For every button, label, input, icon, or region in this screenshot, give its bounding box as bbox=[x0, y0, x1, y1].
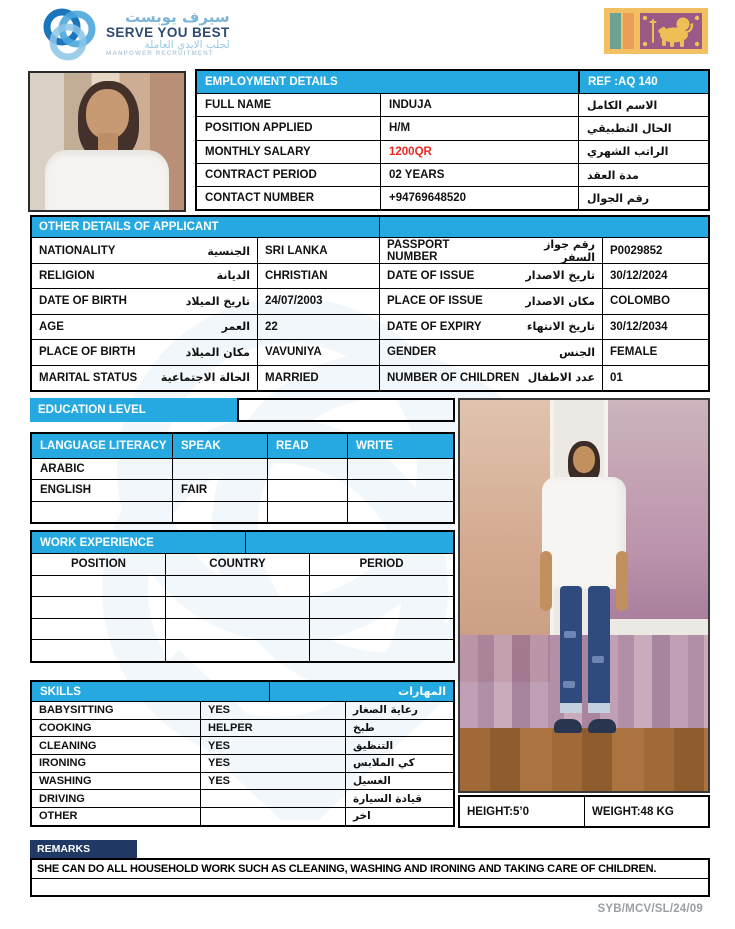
agency-logo-text bbox=[106, 10, 230, 58]
applicant-portrait-photo bbox=[28, 71, 186, 212]
agency-name-english: SERVE YOU BEST bbox=[106, 24, 230, 40]
ironing-value: YES bbox=[200, 755, 345, 772]
skills-header bbox=[32, 682, 453, 701]
work-experience-table bbox=[30, 530, 455, 663]
table-row: NATIONALITY الجنسية SRI LANKA PASSPORT NUMBER رقم جواز السفر P0029852 bbox=[32, 237, 708, 263]
other-details-table bbox=[30, 215, 710, 392]
date-of-expiry-value: 30/12/2034 bbox=[602, 315, 708, 340]
remarks-title: REMARKS bbox=[30, 840, 137, 858]
religion-value: CHRISTIAN bbox=[257, 264, 379, 289]
table-row: FULL NAME INDUJA الاسم الكامل bbox=[197, 93, 708, 116]
table-row bbox=[32, 639, 453, 661]
work-experience-title: WORK EXPERIENCE bbox=[40, 536, 154, 549]
portrait-face bbox=[86, 89, 129, 138]
date-of-issue-value: 30/12/2024 bbox=[602, 264, 708, 289]
height-value: HEIGHT:5’0 bbox=[467, 805, 529, 818]
language-literacy-header: LANGUAGE LITERACY SPEAK READ WRITE bbox=[32, 434, 453, 458]
table-row: CONTRACT PERIOD 02 YEARS مدة العقد bbox=[197, 163, 708, 186]
agency-name-arabic: سيرف يوبست bbox=[124, 8, 230, 27]
other-skill-value bbox=[200, 808, 345, 825]
employment-title: EMPLOYMENT DETAILS bbox=[205, 76, 338, 88]
table-row: BABYSITTING YES رعاية الصغار bbox=[32, 701, 453, 719]
table-row: CLEANING YES التنظيق bbox=[32, 736, 453, 754]
employment-details-table bbox=[195, 69, 710, 211]
table-row bbox=[32, 501, 453, 522]
date-of-birth-value: 24/07/2003 bbox=[257, 289, 379, 314]
table-row: MONTHLY SALARY 1200QR الراتب الشهري bbox=[197, 140, 708, 163]
work-experience-columns: POSITION COUNTRY PERIOD bbox=[32, 553, 453, 575]
table-row: MARITAL STATUS الحالة الاجتماعية MARRIED NUMBER OF CHILDREN عدد الاطفال 01 bbox=[32, 365, 708, 391]
table-row: OTHER اخر bbox=[32, 807, 453, 825]
sri-lanka-flag bbox=[604, 8, 708, 54]
contract-period-value: 02 YEARS bbox=[380, 164, 578, 186]
table-row: CONTACT NUMBER +94769648520 رقم الجوال bbox=[197, 186, 708, 209]
table-row: COOKING HELPER طبخ bbox=[32, 719, 453, 737]
skills-title: SKILLS bbox=[40, 685, 81, 698]
language-literacy-table bbox=[30, 432, 455, 524]
cleaning-value: YES bbox=[200, 737, 345, 754]
babysitting-value: YES bbox=[200, 702, 345, 719]
work-experience-header bbox=[32, 532, 453, 553]
contact-number-value: +94769648520 bbox=[380, 187, 578, 209]
table-row: PLACE OF BIRTH مكان الميلاد VAVUNIYA GENDER الجنس FEMALE bbox=[32, 339, 708, 365]
table-row: RELIGION الديانة CHRISTIAN DATE OF ISSUE تاريخ الاصدار 30/12/2024 bbox=[32, 263, 708, 289]
weight-value: WEIGHT:48 KG bbox=[584, 797, 708, 826]
table-row bbox=[32, 596, 453, 618]
gender-value: FEMALE bbox=[602, 340, 708, 365]
education-level-row bbox=[30, 398, 455, 422]
applicant-full-body-photo bbox=[458, 398, 710, 793]
passport-number-value: P0029852 bbox=[602, 238, 708, 264]
education-level-value bbox=[237, 398, 455, 422]
table-row: ENGLISH FAIR bbox=[32, 479, 453, 500]
agency-tagline-english: MANPOWER RECRUITMENT bbox=[106, 50, 214, 58]
other-details-title: OTHER DETAILS OF APPLICANT bbox=[39, 221, 219, 233]
marital-status-value: MARRIED bbox=[257, 366, 379, 391]
nationality-value: SRI LANKA bbox=[257, 238, 379, 264]
place-of-birth-value: VAVUNIYA bbox=[257, 340, 379, 365]
table-row: POSITION APPLIED H/M الحال التطبيقي bbox=[197, 116, 708, 139]
agency-tagline-arabic: لجلب الايدي العاملة bbox=[144, 39, 230, 52]
table-row bbox=[32, 575, 453, 597]
agency-logo-icon bbox=[38, 5, 100, 63]
document-reference-code: SYB/MCV/SL/24/09 bbox=[597, 903, 703, 915]
table-row bbox=[32, 618, 453, 640]
table-row: ARABIC bbox=[32, 458, 453, 479]
table-row: IRONING YES كي الملابس bbox=[32, 754, 453, 772]
table-row: DATE OF BIRTH تاريخ الميلاد 24/07/2003 PLACE OF ISSUE مكان الاصدار COLOMBO bbox=[32, 288, 708, 314]
skills-table bbox=[30, 680, 455, 827]
full-name-value: INDUJA bbox=[380, 94, 578, 116]
place-of-issue-value: COLOMBO bbox=[602, 289, 708, 314]
table-row: AGE العمر 22 DATE OF EXPIRY تاريخ الانتهاء 30/12/2034 bbox=[32, 314, 708, 340]
portrait-white-shirt bbox=[45, 150, 168, 212]
cooking-value: HELPER bbox=[200, 720, 345, 737]
age-value: 22 bbox=[257, 315, 379, 340]
position-applied-value: H/M bbox=[380, 117, 578, 139]
remarks-box bbox=[30, 858, 710, 897]
agency-logo bbox=[38, 5, 230, 63]
number-of-children-value: 01 bbox=[602, 366, 708, 391]
remarks-text: SHE CAN DO ALL HOUSEHOLD WORK SUCH AS CLEANING, WASHING AND IRONING AND TAKING CARE OF CHILDREN. bbox=[32, 860, 708, 879]
table-row: DRIVING قيادة السيارة bbox=[32, 789, 453, 807]
ref-number: REF :AQ 140 bbox=[578, 71, 708, 93]
washing-value: YES bbox=[200, 773, 345, 790]
table-row: WASHING YES الغسيل bbox=[32, 772, 453, 790]
skills-title-arabic: المهارات bbox=[398, 685, 446, 698]
employment-details-header bbox=[197, 71, 708, 93]
height-weight-row bbox=[458, 795, 710, 828]
monthly-salary-value: 1200QR bbox=[380, 141, 578, 163]
driving-value bbox=[200, 790, 345, 807]
other-details-header bbox=[32, 217, 708, 237]
education-level-title: EDUCATION LEVEL bbox=[30, 398, 237, 422]
photo-person-figure bbox=[534, 441, 634, 756]
